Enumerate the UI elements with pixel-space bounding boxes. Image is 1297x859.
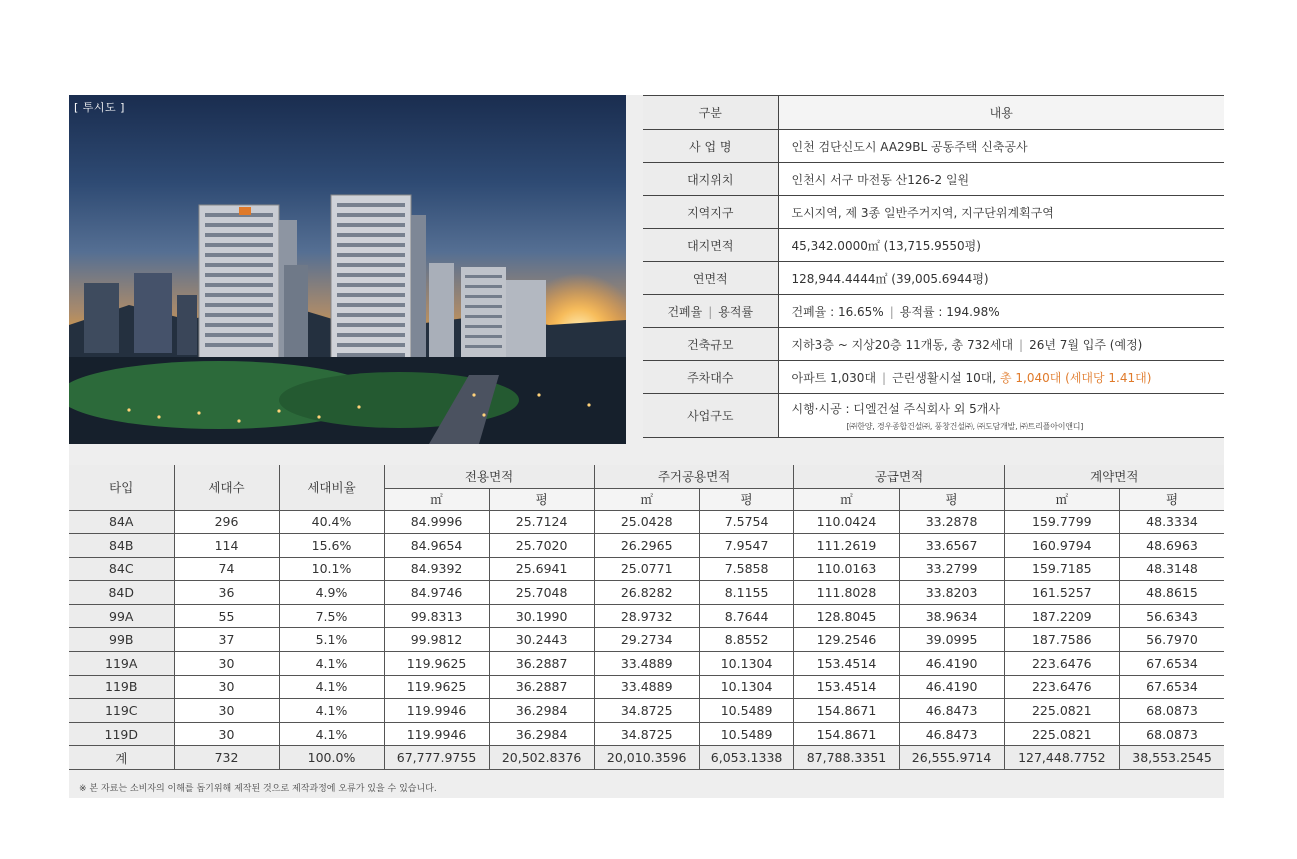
unit-pyeong: 평 <box>899 488 1004 510</box>
table-cell: 732 <box>174 746 279 770</box>
overview-key: 사업구도 <box>643 394 778 438</box>
table-cell: 28.9732 <box>594 604 699 628</box>
table-cell: 100.0% <box>279 746 384 770</box>
overview-value: 45,342.0000㎡ (13,715.9550평) <box>778 229 1224 262</box>
table-cell: 7.5858 <box>699 557 794 581</box>
table-row <box>69 722 1224 746</box>
table-cell: 20,010.3596 <box>594 746 699 770</box>
table-cell: 39.0995 <box>899 628 1004 652</box>
table-cell: 34.8725 <box>594 699 699 723</box>
table-cell: 110.0163 <box>794 557 899 581</box>
table-cell: 99.8313 <box>384 604 489 628</box>
table-cell: 30 <box>174 699 279 723</box>
table-cell: 8.7644 <box>699 604 794 628</box>
overview-key: 사 업 명 <box>643 130 778 163</box>
table-row <box>69 534 1224 558</box>
cell-type: 119A <box>69 652 174 676</box>
overview-row <box>643 163 1224 196</box>
cell-type: 119B <box>69 675 174 699</box>
table-cell: 8.1155 <box>699 581 794 605</box>
table-cell: 10.5489 <box>699 722 794 746</box>
structure-main: 시행·시공 : 디엘건설 주식회사 외 5개사 <box>791 401 1000 416</box>
info-panel <box>69 95 1224 798</box>
table-row <box>69 510 1224 534</box>
unit-sqm: ㎡ <box>1004 488 1119 510</box>
table-total-row <box>69 746 1224 770</box>
overview-key-ratio <box>643 295 778 328</box>
table-cell: 30 <box>174 652 279 676</box>
overview-value-parking <box>778 361 1224 394</box>
table-cell: 68.0873 <box>1120 722 1224 746</box>
table-cell: 4.1% <box>279 652 384 676</box>
overview-value-scale <box>778 328 1224 361</box>
group-header-contract: 계약면적 <box>1004 465 1224 488</box>
table-cell: 84.9996 <box>384 510 489 534</box>
group-header-common: 주거공용면적 <box>594 465 794 488</box>
table-cell: 26.8282 <box>594 581 699 605</box>
cell-type: 99B <box>69 628 174 652</box>
table-cell: 127,448.7752 <box>1004 746 1119 770</box>
table-cell: 33.4889 <box>594 675 699 699</box>
table-row <box>69 557 1224 581</box>
scale-floors: 지하3층 ~ 지상20층 11개동, 총 732세대 <box>791 337 1014 352</box>
table-cell: 33.2799 <box>899 557 1004 581</box>
table-cell: 25.0428 <box>594 510 699 534</box>
overview-row <box>643 196 1224 229</box>
overview-row <box>643 229 1224 262</box>
overview-value: 인천시 서구 마전동 산126-2 일원 <box>778 163 1224 196</box>
table-cell: 10.1% <box>279 557 384 581</box>
table-cell: 29.2734 <box>594 628 699 652</box>
overview-header-row <box>643 96 1224 130</box>
overview-row-parking <box>643 361 1224 394</box>
table-row <box>69 699 1224 723</box>
table-cell: 36.2887 <box>489 675 594 699</box>
table-cell: 8.8552 <box>699 628 794 652</box>
overview-row-scale <box>643 328 1224 361</box>
table-cell: 48.8615 <box>1120 581 1224 605</box>
table-cell: 25.0771 <box>594 557 699 581</box>
table-cell: 46.4190 <box>899 675 1004 699</box>
table-row <box>69 675 1224 699</box>
table-cell: 48.6963 <box>1120 534 1224 558</box>
table-cell: 25.7124 <box>489 510 594 534</box>
divider: | <box>889 304 894 319</box>
table-cell: 30.2443 <box>489 628 594 652</box>
table-cell: 46.8473 <box>899 722 1004 746</box>
unit-sqm: ㎡ <box>794 488 899 510</box>
table-cell: 6,053.1338 <box>699 746 794 770</box>
ratio-value-a: 건폐율 : 16.65% <box>791 304 884 319</box>
table-cell: 4.1% <box>279 722 384 746</box>
table-cell: 225.0821 <box>1004 699 1119 723</box>
table-cell: 84.9654 <box>384 534 489 558</box>
table-cell: 111.8028 <box>794 581 899 605</box>
overview-value: 128,944.4444㎡ (39,005.6944평) <box>778 262 1224 295</box>
table-row <box>69 628 1224 652</box>
table-cell: 159.7799 <box>1004 510 1119 534</box>
group-header-supply: 공급면적 <box>794 465 1004 488</box>
overview-key: 대지위치 <box>643 163 778 196</box>
overview-value-ratio <box>778 295 1224 328</box>
overview-key: 주차대수 <box>643 361 778 394</box>
table-cell: 30 <box>174 675 279 699</box>
table-cell: 67.6534 <box>1120 652 1224 676</box>
col-ratio-header: 세대비율 <box>279 465 384 510</box>
structure-partners: [㈜한양, 경우종합건설㈜, 풍창건설㈜, ㈜도담개발, ㈜트리플아이앤디] <box>846 421 1084 431</box>
table-cell: 153.4514 <box>794 675 899 699</box>
ratio-key-b: 용적률 <box>718 304 754 319</box>
table-cell: 87,788.3351 <box>794 746 899 770</box>
table-cell: 26,555.9714 <box>899 746 1004 770</box>
cell-type: 84C <box>69 557 174 581</box>
table-cell: 159.7185 <box>1004 557 1119 581</box>
table-cell: 40.4% <box>279 510 384 534</box>
table-row <box>69 581 1224 605</box>
table-cell: 48.3334 <box>1120 510 1224 534</box>
table-row <box>69 652 1224 676</box>
overview-value-structure <box>778 394 1224 438</box>
project-overview-table <box>643 95 1224 438</box>
table-cell: 161.5257 <box>1004 581 1119 605</box>
table-cell: 119.9625 <box>384 652 489 676</box>
table-cell: 119.9946 <box>384 722 489 746</box>
table-cell: 296 <box>174 510 279 534</box>
table-cell: 36 <box>174 581 279 605</box>
table-cell: 84.9392 <box>384 557 489 581</box>
group-header-exclusive: 전용면적 <box>384 465 594 488</box>
overview-key: 대지면적 <box>643 229 778 262</box>
table-cell: 36.2984 <box>489 722 594 746</box>
table-cell: 48.3148 <box>1120 557 1224 581</box>
supply-body <box>69 510 1224 770</box>
rendering-illustration <box>69 95 626 444</box>
cell-type: 계 <box>69 746 174 770</box>
ratio-key-a: 건폐율 <box>667 304 703 319</box>
table-cell: 10.1304 <box>699 652 794 676</box>
disclaimer-note: ※ 본 자료는 소비자의 이해를 돕기위해 제작된 것으로 제작과정에 오류가 있을 수 있습니다. <box>79 784 437 794</box>
table-row <box>69 604 1224 628</box>
table-cell: 67,777.9755 <box>384 746 489 770</box>
parking-retail: 근린생활시설 10대, <box>892 370 997 385</box>
overview-row-ratio <box>643 295 1224 328</box>
table-cell: 55 <box>174 604 279 628</box>
table-cell: 36.2984 <box>489 699 594 723</box>
unit-sqm: ㎡ <box>594 488 699 510</box>
overview-header-key: 구분 <box>643 96 778 130</box>
table-cell: 25.6941 <box>489 557 594 581</box>
overview-key: 연면적 <box>643 262 778 295</box>
table-cell: 56.7970 <box>1120 628 1224 652</box>
table-cell: 15.6% <box>279 534 384 558</box>
table-cell: 33.8203 <box>899 581 1004 605</box>
col-type-header: 타입 <box>69 465 174 510</box>
divider: | <box>1019 337 1024 352</box>
table-cell: 37 <box>174 628 279 652</box>
table-cell: 110.0424 <box>794 510 899 534</box>
col-units-header: 세대수 <box>174 465 279 510</box>
table-cell: 128.8045 <box>794 604 899 628</box>
table-cell: 10.1304 <box>699 675 794 699</box>
table-cell: 26.2965 <box>594 534 699 558</box>
table-cell: 111.2619 <box>794 534 899 558</box>
table-cell: 187.2209 <box>1004 604 1119 628</box>
divider: | <box>708 304 713 319</box>
unit-pyeong: 평 <box>489 488 594 510</box>
table-cell: 74 <box>174 557 279 581</box>
table-cell: 46.8473 <box>899 699 1004 723</box>
table-cell: 153.4514 <box>794 652 899 676</box>
table-cell: 223.6476 <box>1004 652 1119 676</box>
cell-type: 119C <box>69 699 174 723</box>
table-cell: 56.6343 <box>1120 604 1224 628</box>
table-cell: 114 <box>174 534 279 558</box>
overview-key: 건축규모 <box>643 328 778 361</box>
table-cell: 34.8725 <box>594 722 699 746</box>
divider: | <box>882 370 887 385</box>
table-cell: 33.6567 <box>899 534 1004 558</box>
table-cell: 68.0873 <box>1120 699 1224 723</box>
overview-key: 지역지구 <box>643 196 778 229</box>
table-cell: 36.2887 <box>489 652 594 676</box>
supply-header-row <box>69 465 1224 488</box>
overview-row <box>643 130 1224 163</box>
parking-total: 총 1,040대 (세대당 1.41대) <box>999 370 1152 385</box>
table-cell: 10.5489 <box>699 699 794 723</box>
table-cell: 99.9812 <box>384 628 489 652</box>
table-cell: 225.0821 <box>1004 722 1119 746</box>
cell-type: 119D <box>69 722 174 746</box>
cell-type: 84A <box>69 510 174 534</box>
table-cell: 154.8671 <box>794 699 899 723</box>
overview-value: 도시지역, 제 3종 일반주거지역, 지구단위계획구역 <box>778 196 1224 229</box>
table-cell: 33.4889 <box>594 652 699 676</box>
table-cell: 20,502.8376 <box>489 746 594 770</box>
table-cell: 38,553.2545 <box>1120 746 1224 770</box>
table-cell: 223.6476 <box>1004 675 1119 699</box>
table-cell: 187.7586 <box>1004 628 1119 652</box>
unit-sqm: ㎡ <box>384 488 489 510</box>
table-cell: 84.9746 <box>384 581 489 605</box>
cell-type: 84D <box>69 581 174 605</box>
table-cell: 67.6534 <box>1120 675 1224 699</box>
ratio-value-b: 용적률 : 194.98% <box>899 304 1000 319</box>
table-cell: 160.9794 <box>1004 534 1119 558</box>
table-cell: 154.8671 <box>794 722 899 746</box>
table-cell: 46.4190 <box>899 652 1004 676</box>
overview-value: 인천 검단신도시 AA29BL 공동주택 신축공사 <box>778 130 1224 163</box>
table-cell: 119.9946 <box>384 699 489 723</box>
supply-area-table <box>69 465 1224 770</box>
rendering-label: [ 투시도 ] <box>74 101 125 114</box>
table-cell: 33.2878 <box>899 510 1004 534</box>
cell-type: 99A <box>69 604 174 628</box>
apartment-rendering-image <box>69 95 626 444</box>
table-cell: 7.5% <box>279 604 384 628</box>
table-cell: 119.9625 <box>384 675 489 699</box>
table-cell: 7.9547 <box>699 534 794 558</box>
overview-row <box>643 262 1224 295</box>
table-cell: 4.1% <box>279 675 384 699</box>
scale-move-in: 26년 7월 입주 (예정) <box>1029 337 1143 352</box>
table-cell: 38.9634 <box>899 604 1004 628</box>
parking-apartment: 아파트 1,030대 <box>791 370 877 385</box>
table-cell: 25.7020 <box>489 534 594 558</box>
overview-row-structure <box>643 394 1224 438</box>
table-cell: 25.7048 <box>489 581 594 605</box>
table-cell: 129.2546 <box>794 628 899 652</box>
table-cell: 5.1% <box>279 628 384 652</box>
table-cell: 4.1% <box>279 699 384 723</box>
unit-pyeong: 평 <box>699 488 794 510</box>
unit-pyeong: 평 <box>1120 488 1224 510</box>
table-cell: 30 <box>174 722 279 746</box>
table-cell: 4.9% <box>279 581 384 605</box>
table-cell: 7.5754 <box>699 510 794 534</box>
overview-header-value: 내용 <box>778 96 1224 130</box>
cell-type: 84B <box>69 534 174 558</box>
table-cell: 30.1990 <box>489 604 594 628</box>
